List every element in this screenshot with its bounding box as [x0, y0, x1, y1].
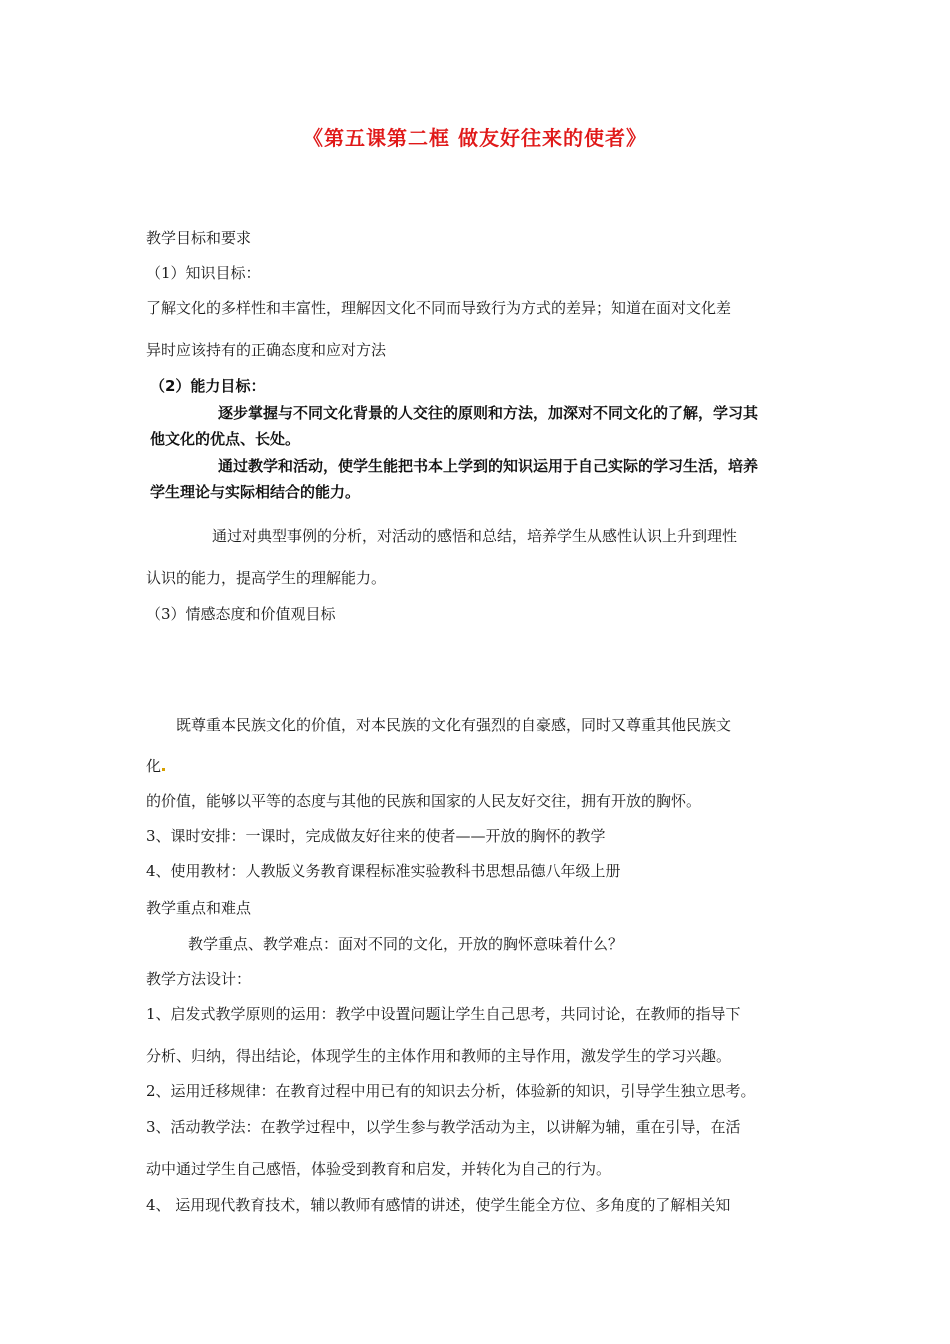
paragraph-line [146, 757, 165, 775]
ability-paragraph-line: 通过教学和活动，使学生能把书本上学到的知识运用于自己实际的学习生活，培养 [218, 457, 759, 475]
stray-mark [162, 768, 165, 771]
emotion-objective-label: （3）情感态度和价值观目标 [146, 605, 336, 623]
method-item: 1、启发式教学原则的运用：教学中设置问题让学生自己思考，共同讨论，在教师的指导下 [146, 1005, 741, 1023]
paragraph-fragment: 化 [146, 757, 162, 775]
ability-objective-label: （2）能力目标： [150, 377, 266, 395]
heading-key-points: 教学重点和难点 [146, 899, 252, 917]
knowledge-objective-label: （1）知识目标： [146, 264, 261, 282]
paragraph-line: 教学重点、教学难点：面对不同的文化，开放的胸怀意味着什么？ [188, 935, 624, 953]
textbook-line: 4、使用教材：人教版义务教育课程标准实验教科书思想品德八年级上册 [146, 862, 621, 880]
paragraph-line: 分析、归纳，得出结论，体现学生的主体作用和教师的主导作用，激发学生的学习兴趣。 [146, 1047, 732, 1065]
method-item: 4、 运用现代教育技术，辅以教师有感情的讲述，使学生能全方位、多角度的了解相关知 [146, 1196, 731, 1214]
method-item: 2、运用迁移规律：在教育过程中用已有的知识去分析，体验新的知识，引导学生独立思考。 [146, 1082, 756, 1100]
ability-paragraph-line: 他文化的优点、长处。 [150, 430, 301, 448]
heading-methods: 教学方法设计： [146, 970, 252, 988]
paragraph-line: 通过对典型事例的分析，对活动的感悟和总结，培养学生从感性认识上升到理性 [212, 527, 738, 545]
ability-paragraph-line: 逐步掌握与不同文化背景的人交往的原则和方法，加深对不同文化的了解，学习其 [218, 404, 759, 422]
paragraph-line: 的价值，能够以平等的态度与其他的民族和国家的人民友好交往，拥有开放的胸怀。 [146, 792, 702, 810]
class-hours-line: 3、课时安排：一课时，完成做友好往来的使者——开放的胸怀的教学 [146, 827, 606, 845]
paragraph-line: 动中通过学生自己感悟，体验受到教育和启发，并转化为自己的行为。 [146, 1160, 612, 1178]
paragraph-line: 了解文化的多样性和丰富性，理解因文化不同而导致行为方式的差异；知道在面对文化差 [146, 299, 732, 317]
ability-paragraph-line: 学生理论与实际相结合的能力。 [150, 483, 361, 501]
paragraph-line: 异时应该持有的正确态度和应对方法 [146, 341, 387, 359]
paragraph-line: 认识的能力，提高学生的理解能力。 [146, 569, 387, 587]
method-item: 3、活动教学法：在教学过程中，以学生参与教学活动为主，以讲解为辅，重在引导，在活 [146, 1118, 741, 1136]
document-title: 《第五课第二框 做友好往来的使者》 [303, 126, 647, 150]
heading-objectives: 教学目标和要求 [146, 229, 252, 247]
paragraph-line: 既尊重本民族文化的价值，对本民族的文化有强烈的自豪感，同时又尊重其他民族文 [176, 716, 732, 734]
